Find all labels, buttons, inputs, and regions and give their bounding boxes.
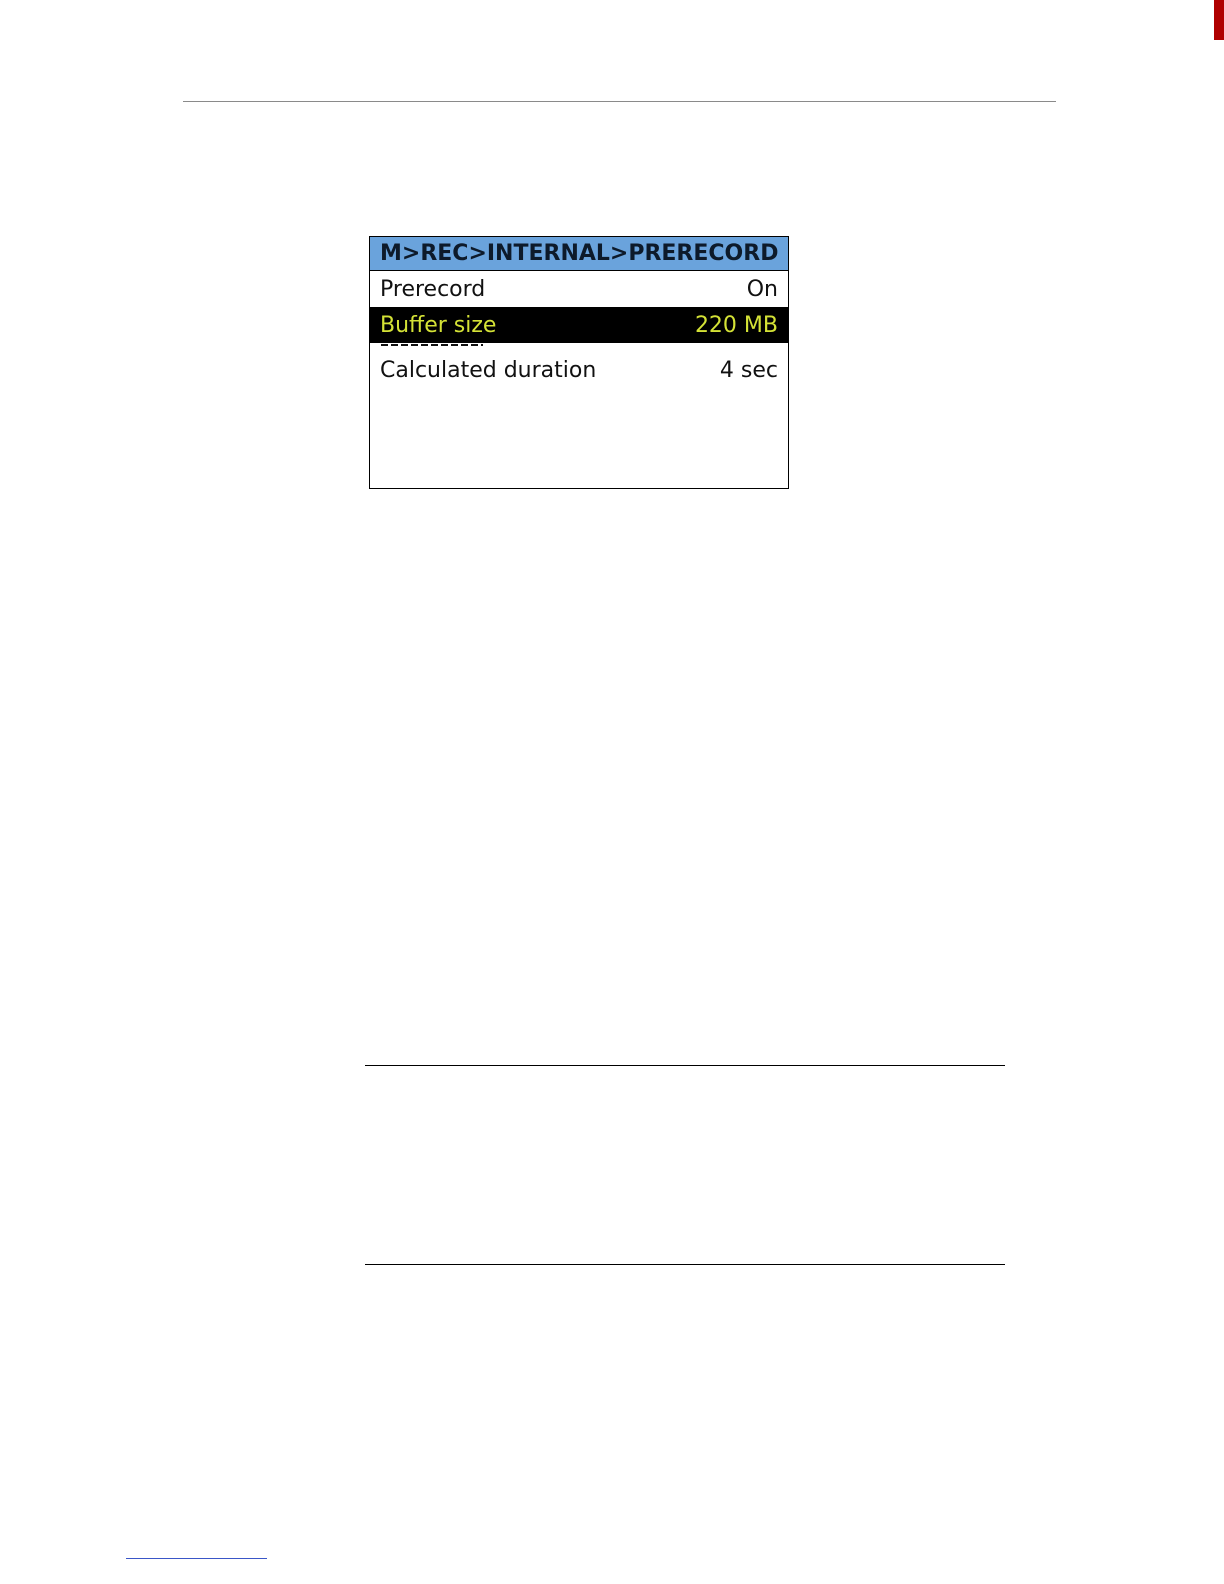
menu-item-value: 220 MB bbox=[694, 312, 778, 338]
menu-item-prerecord[interactable] bbox=[370, 271, 788, 307]
dashed-divider bbox=[381, 344, 483, 346]
menu-breadcrumb-bar bbox=[370, 237, 788, 271]
note-top-rule bbox=[365, 1065, 1005, 1066]
header-rule bbox=[183, 101, 1056, 102]
note-bottom-rule bbox=[365, 1264, 1005, 1265]
menu-item-label: Prerecord bbox=[380, 276, 486, 302]
menu-info-calculated-duration bbox=[370, 353, 788, 387]
page-edge-tab bbox=[1214, 0, 1224, 40]
menu-breadcrumb: M>REC>INTERNAL>PRERECORD bbox=[380, 241, 779, 266]
menu-item-value: On bbox=[746, 276, 778, 302]
menu-info-value: 4 sec bbox=[719, 357, 778, 383]
menu-separator bbox=[370, 343, 788, 353]
menu-item-buffer-size[interactable] bbox=[370, 307, 788, 343]
menu-info-label: Calculated duration bbox=[380, 357, 597, 383]
menu-item-label: Buffer size bbox=[380, 312, 497, 338]
camera-menu-screen bbox=[369, 236, 789, 489]
footer-link-underline bbox=[126, 1558, 267, 1559]
